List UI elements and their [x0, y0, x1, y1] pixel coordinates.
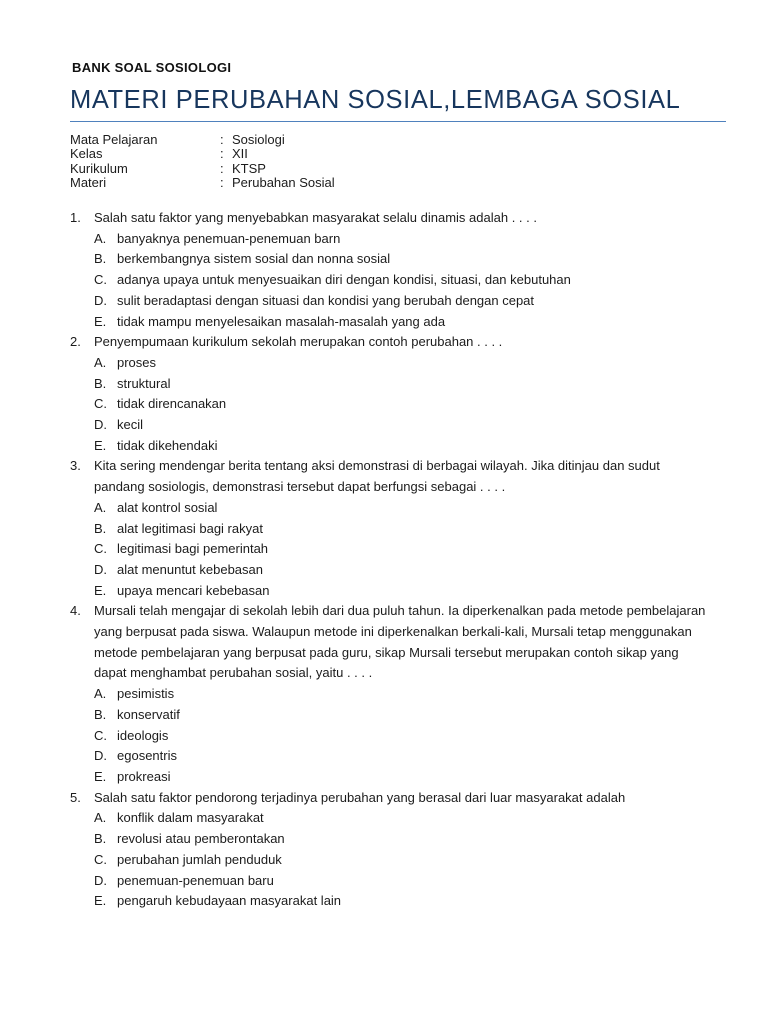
option-letter: A.	[94, 499, 107, 515]
option-item	[70, 270, 710, 291]
meta-value: Perubahan Sosial	[232, 174, 335, 190]
option-letter: C.	[94, 541, 107, 557]
option-text: revolusi atau pemberontakan	[117, 831, 285, 847]
meta-separator: :	[220, 160, 224, 176]
option-text: kecil	[117, 417, 144, 433]
question-item	[70, 208, 710, 332]
option-text: prokreasi	[117, 768, 171, 784]
option-letter: D.	[94, 748, 107, 764]
option-text: adanya upaya untuk menyesuaikan diri dengan kondisi, situasi, dan kebutuhan	[117, 272, 571, 288]
option-text: konflik dalam masyarakat	[117, 810, 264, 826]
option-letter: E.	[94, 437, 107, 453]
option-item	[70, 746, 710, 767]
option-item	[70, 767, 710, 788]
meta-row-class	[70, 147, 335, 161]
option-letter: D.	[94, 872, 107, 888]
question-text: Kita sering mendengar berita tentang aksi demonstrasi di berbagai wilayah. Jika ditinjau dan sudut pandang sosiologis, demonstrasi tersebut dapat berfungsi sebagai . . . .	[94, 458, 660, 495]
document-label: BANK SOAL SOSIOLOGI	[72, 60, 232, 75]
meta-separator: :	[220, 132, 224, 147]
option-letter: A.	[94, 686, 107, 702]
option-item	[70, 312, 710, 333]
option-item	[70, 249, 710, 270]
option-text: tidak direncanakan	[117, 396, 227, 412]
option-item	[70, 684, 710, 705]
question-text: Salah satu faktor yang menyebabkan masyarakat selalu dinamis adalah . . . .	[94, 210, 537, 225]
option-item	[70, 436, 710, 457]
option-letter: C.	[94, 851, 107, 867]
question-number: 2.	[70, 334, 81, 350]
option-text: tidak dikehendaki	[117, 437, 218, 453]
option-item	[70, 560, 710, 581]
option-letter: D.	[94, 292, 107, 308]
question-item	[70, 332, 710, 456]
option-text: alat legitimasi bagi rakyat	[117, 520, 263, 536]
option-item	[70, 829, 710, 850]
option-item	[70, 229, 710, 250]
option-letter: B.	[94, 520, 107, 536]
question-number: 3.	[70, 458, 81, 474]
question-text: Salah satu faktor pendorong terjadinya perubahan yang berasal dari luar masyarakat adalah	[94, 789, 626, 805]
option-text: egosentris	[117, 748, 177, 764]
option-letter: C.	[94, 272, 107, 288]
option-text: ideologis	[117, 727, 169, 743]
option-item	[70, 498, 710, 519]
option-item	[70, 891, 710, 912]
option-letter: C.	[94, 396, 107, 412]
option-text: proses	[117, 354, 157, 370]
meta-value: Sosiologi	[232, 132, 285, 147]
option-text: alat kontrol sosial	[117, 499, 218, 515]
meta-key: Kurikulum	[70, 160, 128, 176]
option-text: perubahan jumlah penduduk	[117, 851, 282, 867]
option-text: upaya mencari kebebasan	[117, 582, 270, 598]
meta-key: Kelas	[70, 146, 103, 162]
meta-separator: :	[220, 174, 224, 190]
title-divider	[70, 121, 726, 122]
option-letter: E.	[94, 582, 107, 598]
meta-key: Materi	[70, 174, 107, 190]
meta-row-subject	[70, 133, 335, 147]
option-letter: B.	[94, 375, 107, 391]
option-text: pesimistis	[117, 686, 175, 702]
option-item	[70, 705, 710, 726]
option-item	[70, 394, 710, 415]
option-text: konservatif	[117, 706, 180, 722]
option-letter: E.	[94, 313, 107, 329]
option-item	[70, 581, 710, 602]
option-item	[70, 850, 710, 871]
option-letter: E.	[94, 893, 107, 909]
option-letter: A.	[94, 354, 107, 370]
option-text: pengaruh kebudayaan masyarakat lain	[117, 893, 342, 909]
option-text: alat menuntut kebebasan	[117, 561, 263, 577]
option-item	[70, 415, 710, 436]
meta-row-material	[70, 176, 335, 190]
option-letter: C.	[94, 727, 107, 743]
meta-row-curriculum	[70, 162, 335, 176]
option-text: berkembangnya sistem sosial dan nonna sosial	[117, 251, 391, 267]
meta-separator: :	[220, 146, 224, 162]
option-item	[70, 808, 710, 829]
question-item	[70, 601, 710, 787]
option-letter: B.	[94, 831, 107, 847]
option-item	[70, 353, 710, 374]
question-number: 4.	[70, 603, 81, 619]
option-text: legitimasi bagi pemerintah	[117, 541, 269, 557]
question-number: 1.	[70, 210, 81, 225]
option-item	[70, 726, 710, 747]
option-item	[70, 374, 710, 395]
meta-value: XII	[232, 146, 248, 162]
option-letter: E.	[94, 768, 107, 784]
option-letter: A.	[94, 810, 107, 826]
option-text: sulit beradaptasi dengan situasi dan kondisi yang berubah dengan cepat	[117, 292, 535, 308]
meta-table	[70, 133, 335, 190]
option-text: penemuan-penemuan baru	[117, 872, 274, 888]
option-letter: A.	[94, 230, 107, 246]
question-number: 5.	[70, 789, 81, 805]
question-item	[70, 788, 710, 912]
option-letter: D.	[94, 561, 107, 577]
question-text: Mursali telah mengajar di sekolah lebih dari dua puluh tahun. Ia diperkenalkan pada metode pembelajaran yang berpusat pada siswa. Walaupun metode ini diperkenalkan berkali-kali, Mursali tetap menggunakan metode pembelajaran yang berpusat pada guru, sikap Mursali tersebut merupakan contoh sikap yang dapat menghambat perubahan sosial, yaitu . . . .	[94, 603, 706, 681]
option-letter: B.	[94, 706, 107, 722]
option-letter: B.	[94, 251, 107, 267]
option-letter: D.	[94, 417, 107, 433]
option-item	[70, 539, 710, 560]
page-title: MATERI PERUBAHAN SOSIAL,LEMBAGA SOSIAL	[70, 86, 681, 114]
option-text: struktural	[117, 375, 171, 391]
option-item	[70, 871, 710, 892]
meta-value: KTSP	[232, 160, 266, 176]
option-item	[70, 291, 710, 312]
option-text: banyaknya penemuan-penemuan barn	[117, 230, 341, 246]
question-text: Penyempumaan kurikulum sekolah merupakan contoh perubahan . . . .	[94, 334, 503, 350]
question-item	[70, 456, 710, 601]
option-text: tidak mampu menyelesaikan masalah-masalah yang ada	[117, 313, 446, 329]
option-item	[70, 519, 710, 540]
question-list	[70, 208, 710, 912]
meta-key: Mata Pelajaran	[70, 132, 158, 147]
